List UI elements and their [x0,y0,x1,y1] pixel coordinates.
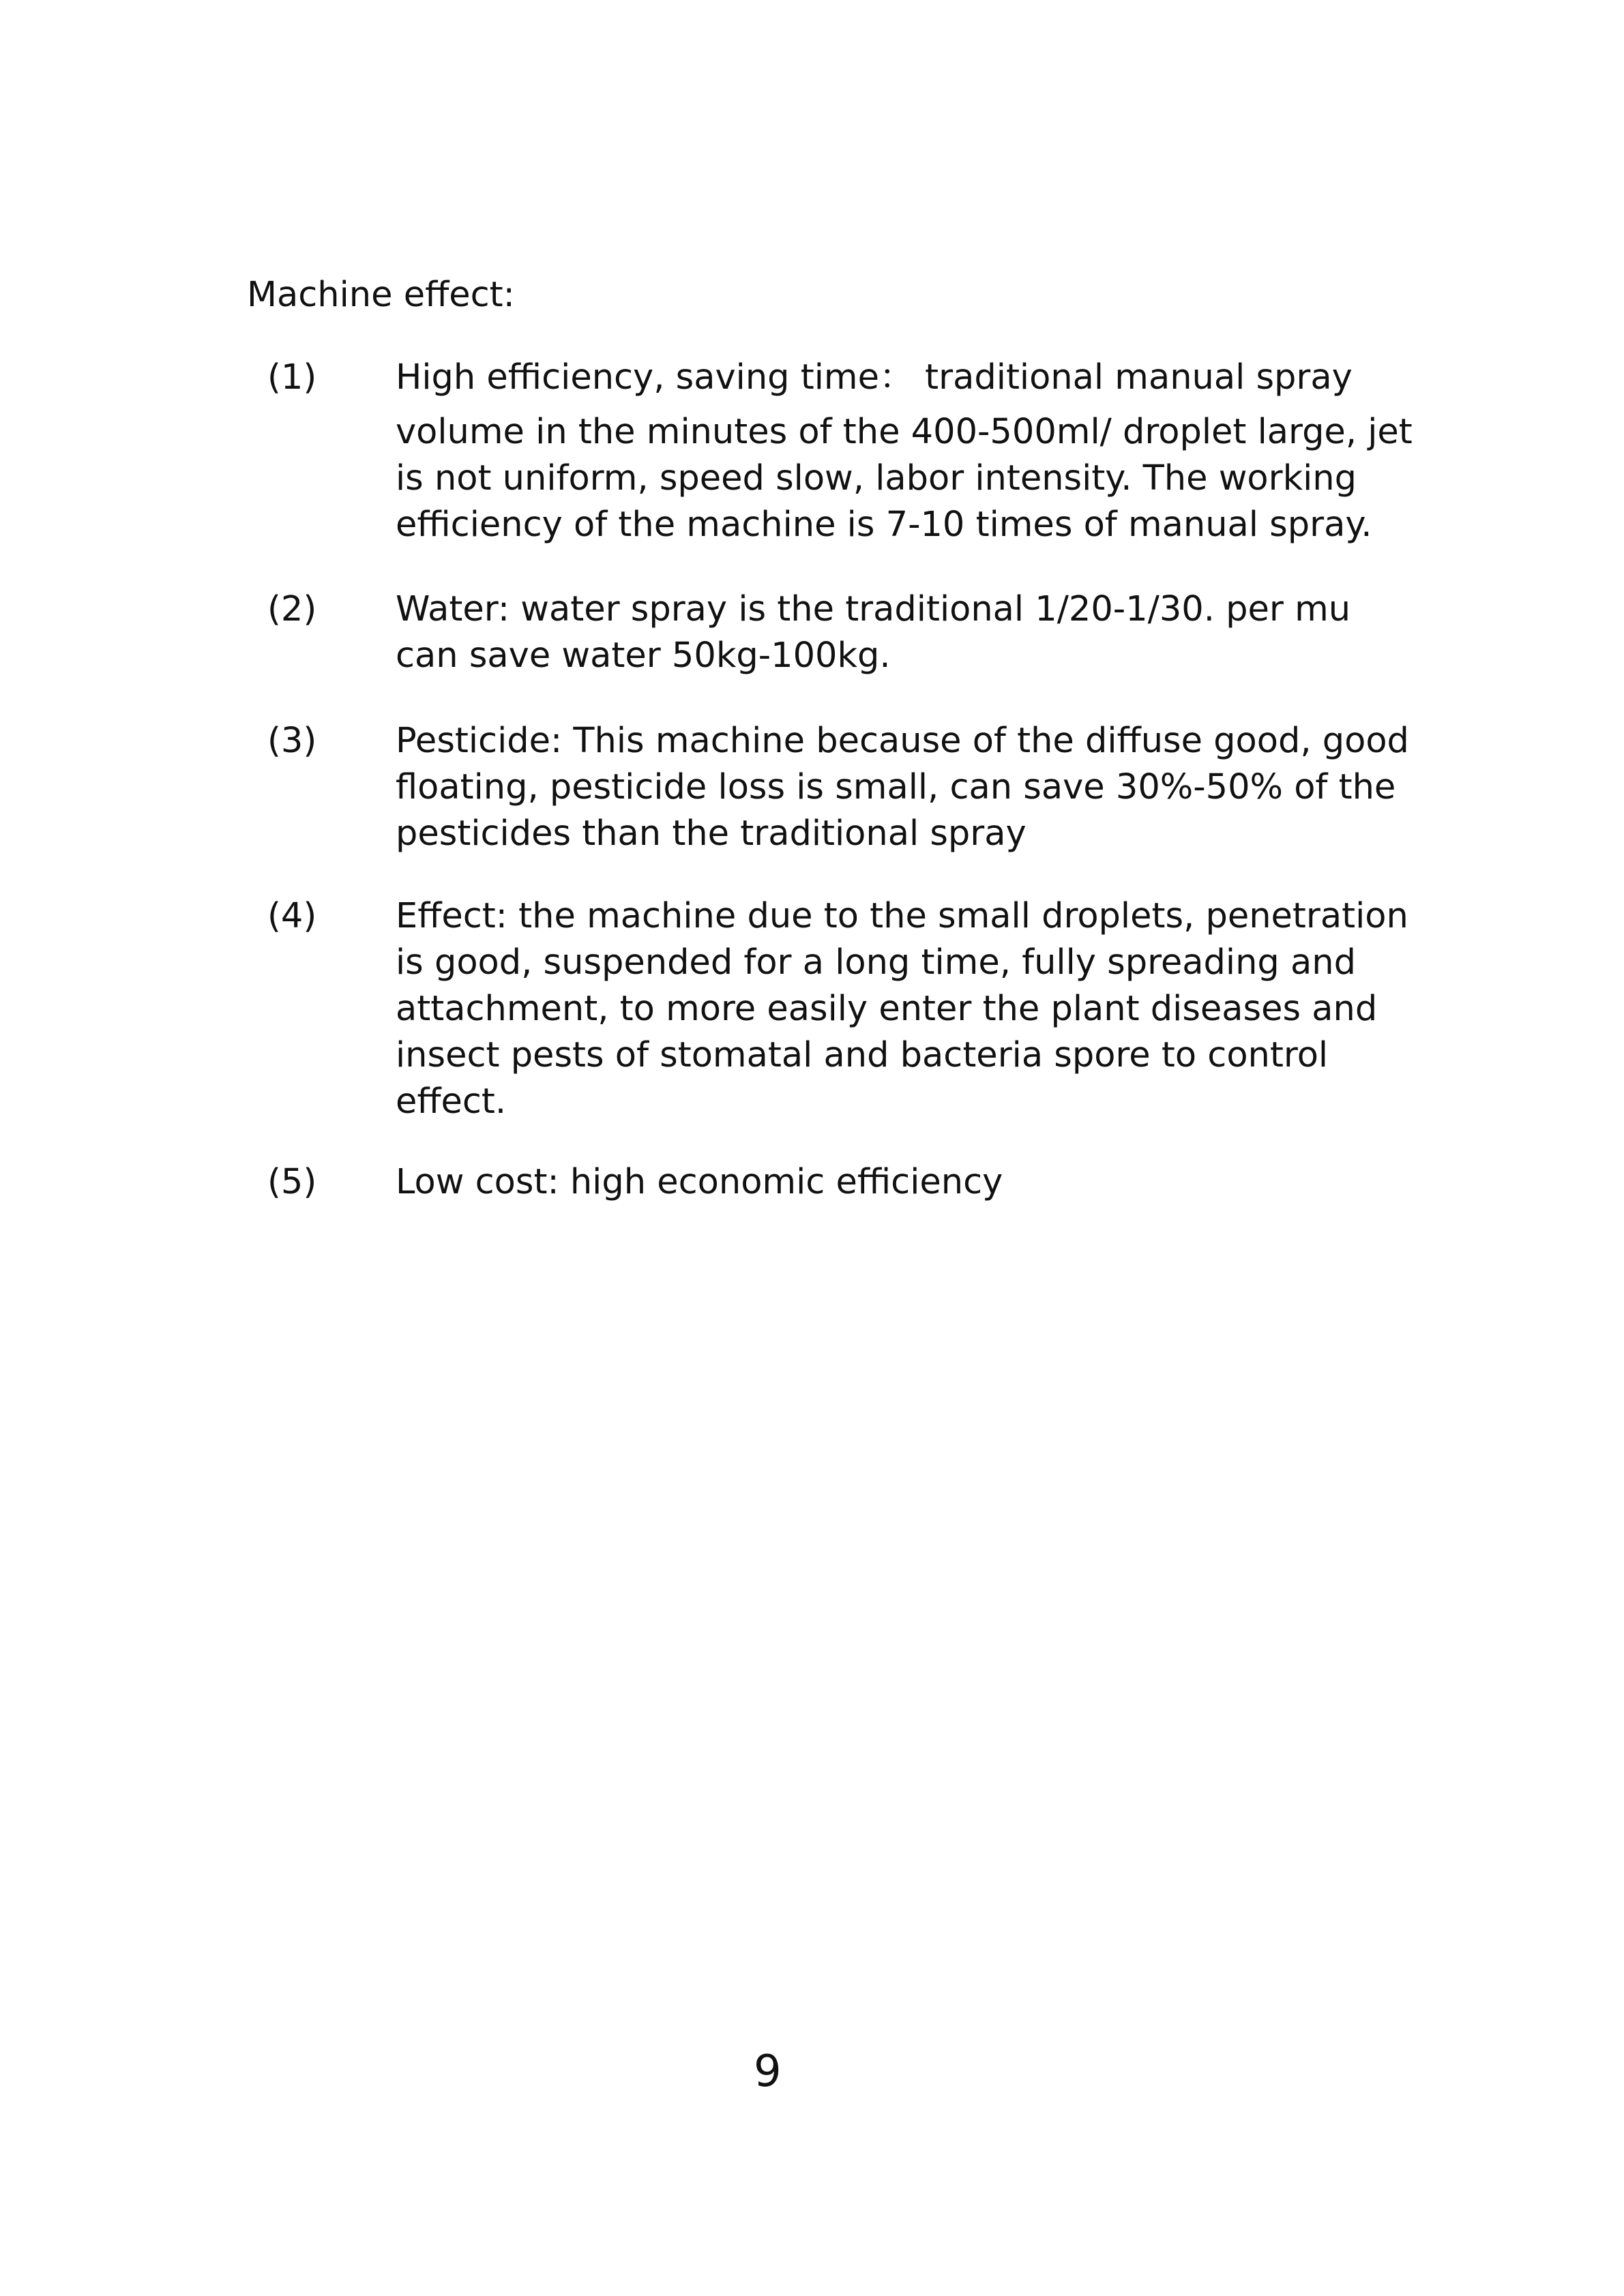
list-item-line: efficiency of the machine is 7-10 times of manual spray. [396,505,1372,545]
list-item-text [396,586,1398,679]
list-item-line: pesticides than the traditional spray [396,814,1027,854]
list-item-text [396,893,1408,1125]
list-item-line: volume in the minutes of the 400-500ml/ droplet large, jet [396,412,1413,452]
list-item-number: (3) [267,721,317,761]
list-item-text [396,718,1409,857]
list-item-line: floating, pesticide loss is small, can save 30%-50% of the [396,767,1396,807]
list-item-line: Effect: the machine due to the small droplets, penetration [396,896,1408,936]
list-item-number: (4) [267,896,317,936]
list-item-line: High efficiency, saving time： traditional manual spray [396,357,1353,398]
list-item-line: attachment, to more easily enter the plant diseases and [396,989,1378,1029]
list-item-line: effect. [396,1082,507,1122]
list-item-line: Water: water spray is the traditional 1/20-1/30. per mu [396,589,1351,629]
page-number: 9 [754,2046,782,2097]
list-item-line: is not uniform, speed slow, labor intensity. The working [396,458,1357,498]
list-item-text [396,1159,1398,1206]
list-item-number: (5) [267,1162,317,1202]
list-item-line: is good, suspended for a long time, fully spreading and [396,942,1356,983]
list-item-line: insect pests of stomatal and bacteria spore to control [396,1035,1329,1075]
list-item-number: (1) [267,357,317,398]
section-heading: Machine effect: [247,275,515,315]
list-item-line: can save water 50kg-100kg. [396,636,891,676]
list-item-number: (2) [267,589,317,629]
list-item-line: Low cost: high economic efficiency [396,1162,1003,1202]
list-item-text [396,355,1413,548]
list-item-line: Pesticide: This machine because of the diffuse good, good [396,721,1409,761]
